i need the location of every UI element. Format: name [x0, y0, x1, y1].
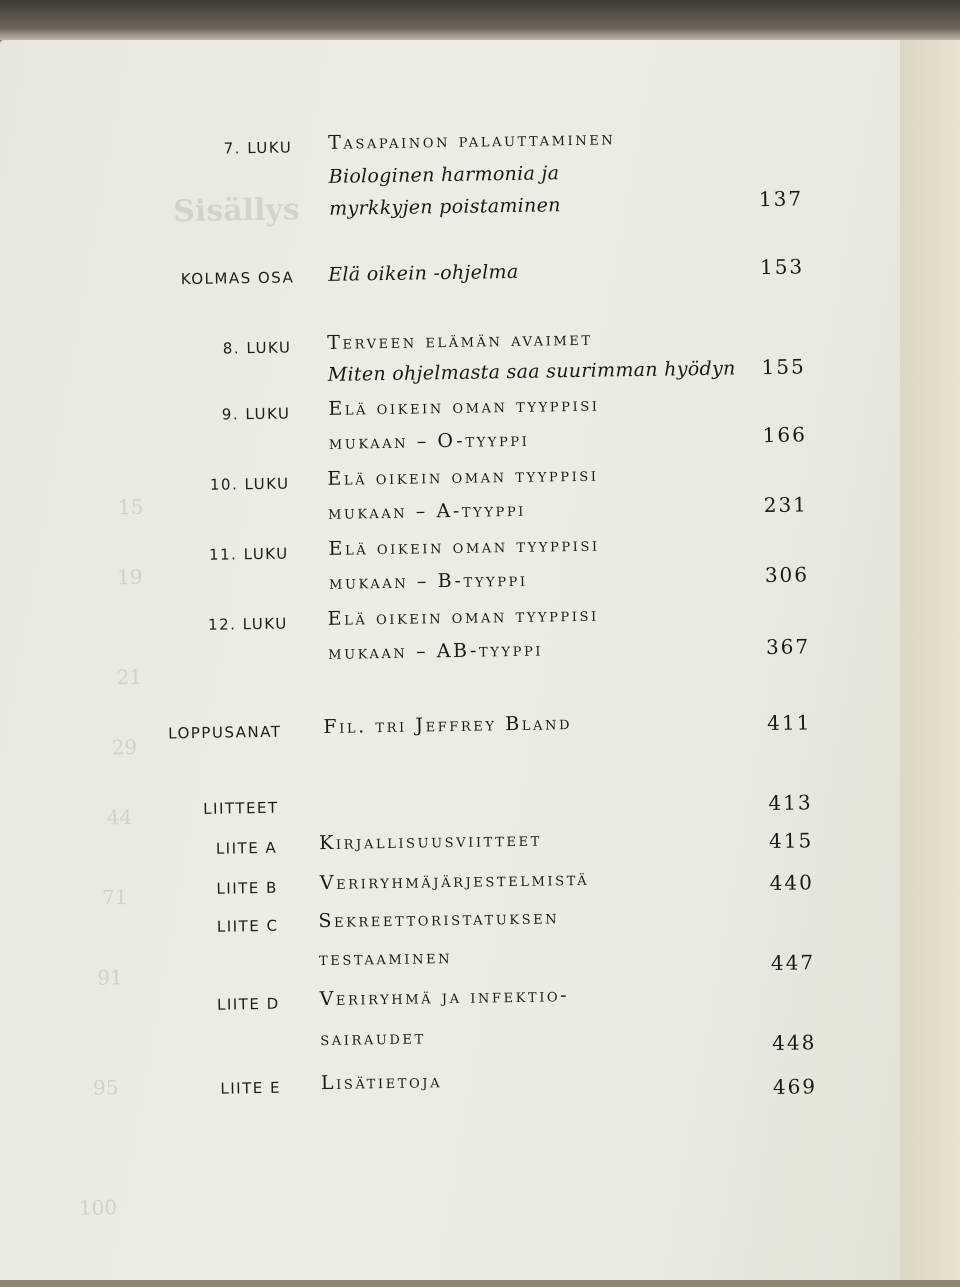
page-number: 447 — [770, 950, 816, 975]
chapter-title: Elä oikein oman tyyppisi — [328, 393, 600, 420]
show-through-number: 29 — [111, 734, 138, 760]
appendix-label: LIITE C — [216, 916, 279, 936]
page-number: 440 — [769, 870, 815, 896]
appendix-title: Veriryhmä ja infektio- — [319, 984, 570, 1011]
chapter-title: Elä oikein oman tyyppisi — [327, 463, 599, 490]
chapter-title: Elä oikein oman tyyppisi — [327, 603, 599, 630]
page-number: 137 — [758, 186, 804, 212]
show-through-number: 19 — [116, 564, 143, 590]
chapter-title: Elä oikein oman tyyppisi — [328, 533, 600, 560]
chapter-title: mukaan – A-tyyppi — [327, 498, 527, 524]
chapter-title: mukaan – AB-tyyppi — [328, 638, 544, 664]
appendix-title: Lisätietoja — [320, 1070, 443, 1095]
page-number: 155 — [761, 354, 806, 380]
show-through-number: 21 — [116, 664, 143, 690]
page-number: 415 — [768, 828, 814, 854]
page-number: 306 — [764, 562, 810, 588]
appendix-title: Kirjallisuusviitteet — [319, 828, 543, 855]
chapter-label: 11. LUKU — [208, 544, 289, 564]
chapter-title: Tasapainon palauttaminen — [328, 127, 616, 154]
show-through-number: 95 — [92, 1075, 119, 1100]
toc-entry — [5, 979, 905, 1055]
appendix-label: LIITE D — [216, 994, 280, 1014]
book-page — [0, 40, 900, 1280]
toc-entry — [3, 823, 903, 858]
section-label: LOPPUSANAT — [168, 722, 282, 743]
page-number: 411 — [766, 710, 812, 736]
chapter-title: Terveen elämän avaimet — [327, 327, 593, 354]
appendix-title: sairaudet — [320, 1026, 426, 1051]
toc-entry — [0, 254, 894, 289]
chapter-subtitle: myrkkyjen poistaminen — [329, 194, 561, 220]
show-through-number: 44 — [106, 805, 133, 830]
section-label: LIITTEET — [203, 798, 279, 818]
chapter-title: mukaan – B-tyyppi — [328, 568, 528, 594]
appendix-title: testaaminen — [318, 946, 453, 971]
chapter-subtitle: Miten ohjelmasta saa suurimman hyödyn — [327, 357, 736, 386]
toc-entry — [0, 599, 899, 664]
chapter-label: 7. LUKU — [223, 138, 293, 158]
toc-entry — [4, 901, 904, 975]
page-number: 166 — [762, 422, 808, 448]
page-number: 367 — [765, 634, 811, 660]
page-number: 469 — [772, 1074, 818, 1099]
toc-entry — [0, 389, 896, 454]
page-number: 448 — [771, 1030, 817, 1055]
chapter-label: 12. LUKU — [207, 614, 288, 634]
appendix-title: Veriryhmäjärjestelmistä — [319, 867, 590, 895]
part-title: Elä oikein -ohjelma — [328, 260, 519, 286]
chapter-label: 9. LUKU — [221, 404, 291, 424]
page-number: 413 — [768, 790, 813, 816]
chapter-label: 8. LUKU — [222, 338, 292, 358]
show-through-number: 100 — [78, 1195, 118, 1220]
appendix-label: LIITE A — [215, 838, 278, 858]
toc-entry — [0, 323, 895, 386]
show-through-number: 15 — [117, 494, 144, 520]
toc-entry — [1, 707, 901, 743]
show-through-heading: Sisällys — [172, 192, 301, 230]
section-title: Fil. tri Jeffrey Bland — [323, 712, 573, 738]
appendix-label: LIITE B — [216, 878, 279, 898]
chapter-subtitle: Biologinen harmonia ja — [328, 162, 560, 188]
appendix-title: Sekreettoristatuksen — [318, 906, 560, 933]
page-number: 153 — [759, 254, 805, 280]
show-through-number: 91 — [97, 965, 123, 990]
chapter-title: mukaan – O-tyyppi — [328, 428, 530, 454]
page-number: 231 — [763, 492, 809, 518]
table-of-contents — [0, 33, 910, 1287]
show-through-number: 71 — [101, 885, 128, 910]
part-label: KOLMAS OSA — [180, 268, 295, 289]
chapter-label: 10. LUKU — [209, 474, 290, 494]
appendix-label: LIITE E — [220, 1078, 282, 1098]
